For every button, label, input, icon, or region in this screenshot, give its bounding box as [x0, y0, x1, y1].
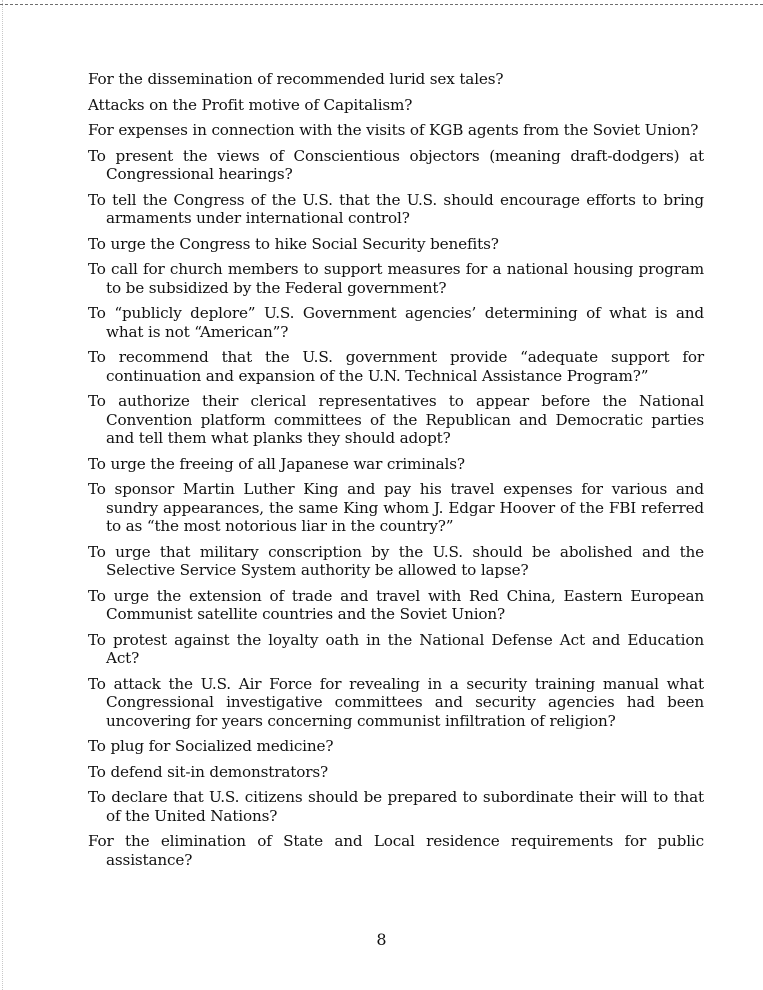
- question-item: To “publicly deplore” U.S. Government agencies’ determining of what is and what is not “American”?: [88, 304, 704, 341]
- question-item: To present the views of Conscientious objectors (meaning draft-dodgers) at Congressional hearings?: [88, 146, 704, 183]
- question-item: To urge the Congress to hike Social Security benefits?: [88, 234, 499, 253]
- question-item: To sponsor Martin Luther King and pay his travel expenses for various and sundry appearances, the same King whom J. Edgar Hoover of the FBI referred to as “the most notorious liar in the country?”: [88, 480, 704, 535]
- question-item: To protest against the loyalty oath in the National Defense Act and Education Act?: [88, 630, 704, 667]
- question-item: To urge that military conscription by the U.S. should be abolished and the Selective Service System authority be allowed to lapse?: [88, 542, 704, 579]
- question-list: [88, 70, 704, 876]
- question-item: To urge the freeing of all Japanese war criminals?: [88, 454, 465, 473]
- question-item: To declare that U.S. citizens should be prepared to subordinate their will to that of the United Nations?: [88, 788, 704, 825]
- question-item: To attack the U.S. Air Force for revealing in a security training manual what Congressional investigative committees and security agencies had been uncovering for years concerning communist infiltration of religion?: [88, 674, 704, 730]
- question-item: To plug for Socialized medicine?: [88, 737, 334, 755]
- question-item: To tell the Congress of the U.S. that the U.S. should encourage efforts to bring armaments under international control?: [88, 190, 704, 227]
- page-number: 8: [376, 930, 387, 949]
- question-item: To call for church members to support measures for a national housing program to be subsidized by the Federal government?: [88, 260, 704, 297]
- question-item: To defend sit-in demonstrators?: [88, 762, 328, 781]
- question-item: For the elimination of State and Local residence requirements for public assistance?: [88, 832, 704, 869]
- question-item: For the dissemination of recommended lurid sex tales?: [88, 70, 504, 88]
- left-edge-line: [2, 0, 3, 990]
- top-edge-rule: [0, 4, 763, 5]
- question-item: To urge the extension of trade and travel with Red China, Eastern European Communist satellite countries and the Soviet Union?: [88, 586, 704, 623]
- question-item: To recommend that the U.S. government provide “adequate support for continuation and expansion of the U.N. Technical Assistance Program?”: [88, 348, 704, 385]
- question-item: For expenses in connection with the visits of KGB agents from the Soviet Union?: [88, 121, 699, 139]
- question-item: To authorize their clerical representatives to appear before the National Convention platform committees of the Republican and Democratic parties and tell them what planks they should adopt?: [88, 392, 704, 447]
- question-item: Attacks on the Profit motive of Capitalism?: [88, 95, 413, 114]
